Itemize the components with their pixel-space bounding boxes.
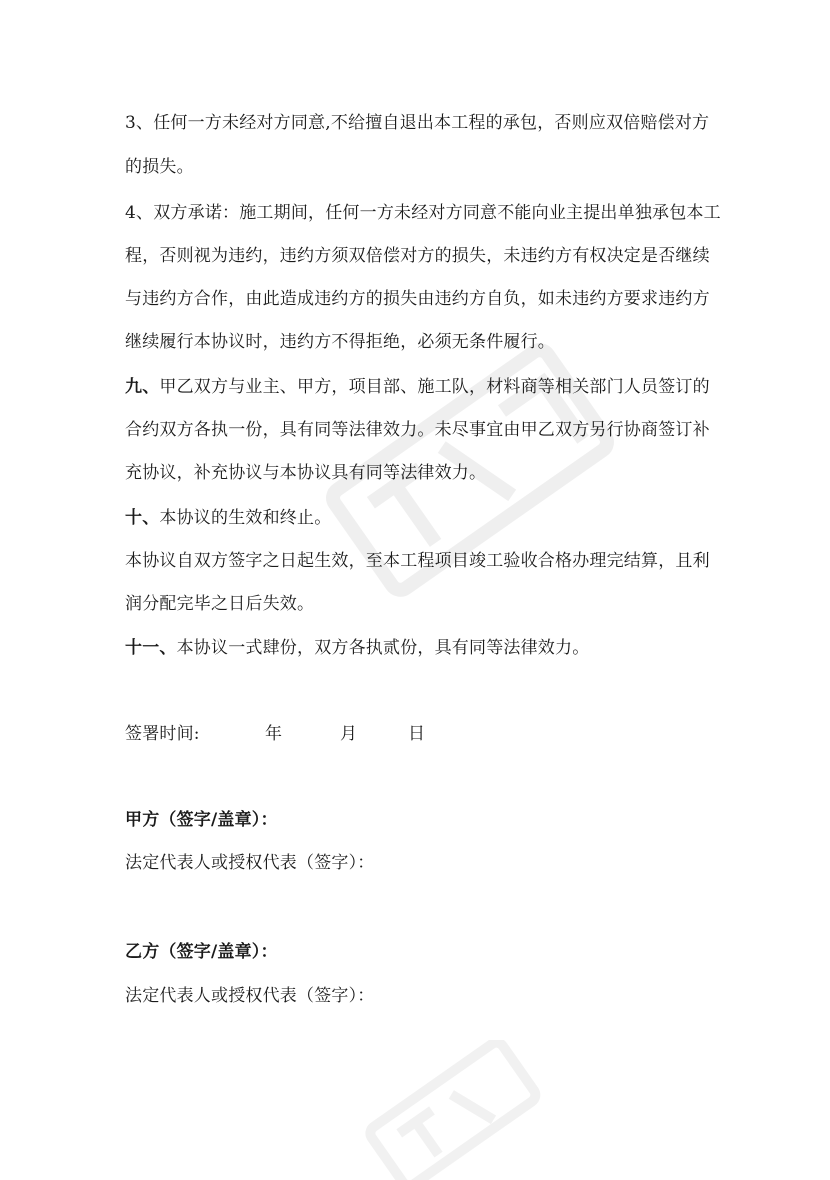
clause-4-line-4: 继续履行本协议时，违约方不得拒绝，必须无条件履行。 <box>125 332 555 352</box>
clause-3-line-2: 的损失。 <box>125 157 194 177</box>
party-b-rep: 法定代表人或授权代表（签字）： <box>125 986 375 1006</box>
clause-10-heading-line <box>125 506 331 530</box>
clause-10-line-2: 润分配完毕之日后失效。 <box>125 594 315 614</box>
clause-4-line-2: 程，否则视为违约，违约方须双倍偿对方的损失，未违约方有权决定是否继续 <box>125 246 710 266</box>
clause-4-line-3: 与违约方合作，由此造成违约方的损失由违约方自负，如未违约方要求违约方 <box>125 289 710 309</box>
clause-10-title: 本协议的生效和终止。 <box>159 508 332 528</box>
signing-date-row <box>125 722 525 746</box>
clause-10-heading: 十、 <box>125 508 160 528</box>
party-a-label: 甲方（签字/盖章）： <box>125 810 278 830</box>
clause-9-line-3: 充协议，补充协议与本协议具有同等法律效力。 <box>125 463 487 483</box>
clause-9-heading: 九、 <box>125 377 160 397</box>
clause-11-line <box>125 636 589 660</box>
signing-month: 月 <box>340 724 358 744</box>
signing-day: 日 <box>408 724 426 744</box>
clause-11-heading: 十一、 <box>125 638 177 658</box>
party-a-rep: 法定代表人或授权代表（签字）： <box>125 853 375 873</box>
clause-11-text: 本协议一式肆份，双方各执贰份，具有同等法律效力。 <box>176 638 590 658</box>
clause-9-line-2: 合约双方各执一份，具有同等法律效力。未尽事宜由甲乙双方另行协商签订补 <box>125 420 710 440</box>
watermark-seal-bottom <box>350 1040 550 1180</box>
signing-time-label: 签署时间: <box>125 724 200 744</box>
clause-9-line-1 <box>125 375 710 399</box>
party-b-label: 乙方（签字/盖章）： <box>125 942 278 962</box>
clause-9-text-1: 甲乙双方与业主、甲方，项目部、施工队，材料商等相关部门人员签订的 <box>159 377 710 397</box>
signing-year: 年 <box>265 724 283 744</box>
clause-3-line-1: 3、任何一方未经对方同意,不给擅自退出本工程的承包，否则应双倍赔偿对方 <box>125 113 710 133</box>
clause-4-line-1: 4、双方承诺：施工期间，任何一方未经对方同意不能向业主提出单独承包本工 <box>125 203 721 223</box>
clause-10-line-1: 本协议自双方签字之日起生效，至本工程项目竣工验收合格办理完结算，且利 <box>125 551 710 571</box>
